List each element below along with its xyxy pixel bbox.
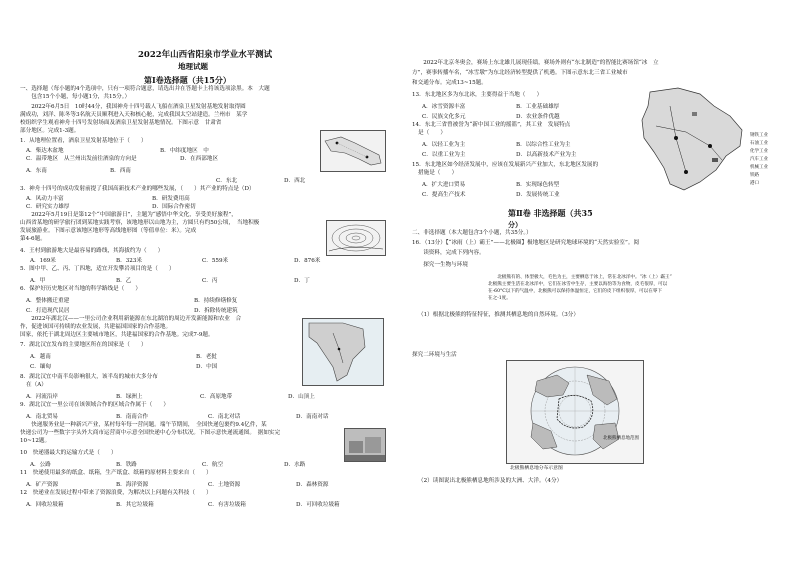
ne-legend-1: 钢铁工业: [750, 133, 768, 138]
q14-text-2: 是（ ）: [418, 130, 446, 136]
ne-legend-4: 汽车工业: [750, 157, 768, 162]
q9-opt-a: A．南北贸易: [26, 414, 59, 420]
q4-opt-d: D．876米: [294, 258, 321, 264]
q11-opt-d: D．森林资源: [296, 482, 329, 488]
p2-line-2: 山西省某地的研学旅行团到某地实践考察，该地地形以山地为主，方圆只有约50公顷， 当地积极: [20, 220, 260, 226]
q15-text-2: 措施是（ ）: [418, 170, 458, 176]
q12-opt-d: D．可回收垃圾箱: [296, 502, 340, 508]
q11-opt-c: C．土地资源: [208, 482, 241, 488]
section1-title: 第Ⅰ卷选择题（共15分）: [144, 75, 231, 85]
q4-opt-b: B．323米: [116, 258, 142, 264]
exam-title: 2022年山西省阳泉市学业水平测试: [138, 50, 273, 60]
p2-line-1: 2022年5月19日是第12个“中国旅游日”，主题为“感悟中华文化，享受美好旅程”，: [20, 212, 237, 218]
q8-answer: 在（A）: [26, 382, 47, 388]
r-p1-line-2: 方”，赛事转播车名，“冰雪墩”为东北经济转型提供了机遇。下图示意东北三省工业城市: [412, 70, 628, 76]
intro-line-1: 一、选择题（每小题的4个选项中，只有一项符合题意，请选出并在答题卡上将该选项涂黑。本 大题: [20, 86, 270, 92]
q12-text: 12 快递业在发展过程中带来了资源浪费，为解决以上问题有关科技（ ）: [20, 490, 212, 496]
q3-opt-c: C．研究实力雄厚: [26, 204, 70, 210]
q9-opt-b: B．南南合作: [116, 414, 149, 420]
q10-opt-a: A．公路: [30, 462, 51, 468]
p2-line-4: 第4-6题。: [20, 236, 46, 242]
ne-legend-7: 港口: [750, 181, 759, 186]
ne-legend-3: 化学工业: [750, 149, 768, 154]
q12-opt-b: B．其它垃圾箱: [116, 502, 154, 508]
q10-opt-b: B．铁路: [116, 462, 137, 468]
northeast-map-figure: [630, 86, 780, 198]
q3-opt-d: D．国际合作密切: [152, 204, 196, 210]
gansu-map-figure: [320, 130, 386, 172]
p3-line-1: 2022年湖北汉——一里公司企业利用新能源在东北湖泊的周边开发新能源和农业 合: [20, 316, 242, 322]
q4-opt-c: C．559米: [202, 258, 229, 264]
left-column: [20, 0, 388, 562]
arctic-map-caption: 北极熊栖息地分布示意图: [510, 466, 563, 471]
box-line-2: 北极熊主要生活在北冰洋中，它们在冰雪中生存，主要以海豹等为食物，皮毛很厚，可以: [488, 282, 668, 287]
p4-line-1: 快递服务业是一种新兴产业，某村每年每一营问题。端午节期间， 全国快递包裹约9.4亿件，某: [20, 422, 267, 428]
q7-opt-d: D．中国: [196, 364, 218, 370]
q8-opt-a: A．河流沿岸: [26, 394, 59, 400]
q5-opt-c: C．丙: [202, 278, 218, 284]
q13-opt-b: B．工业基础雄厚: [516, 104, 560, 110]
p4-line-2: 快递公司为一些数字字头外大商市运营商中示意全国快递中心分布状况。下图示意快递流通图。 据如实完: [20, 430, 281, 436]
q11-opt-a: A．矿产资源: [26, 482, 59, 488]
gansu-map-svg: [321, 131, 385, 171]
q15-opt-d: D．发展传统工业: [516, 192, 560, 198]
p3-line-2: 作，促进该国可持续的农业发展，共建福国国家的合作基地。: [20, 324, 172, 330]
section2-intro: 二、非选择题（本大题包含3个小题，共35分。）: [412, 230, 532, 236]
q14-opt-c: C．以重工业为主: [422, 152, 466, 158]
p2-line-3: 发展旅游业。下图示意该地区地形等高线地形图（等值单位：米）。完成: [20, 228, 197, 234]
q6-opt-b: B．持续修缮修复: [194, 298, 238, 304]
q12-opt-a: A．回收垃圾箱: [26, 502, 64, 508]
q12-opt-c: C．有害垃圾箱: [208, 502, 246, 508]
arctic-map-svg: [507, 361, 643, 463]
q5-text: 5．图中甲、乙、丙、丁四地，适宜开发攀岩项目的是（ ）: [20, 266, 175, 272]
indochina-map-figure: [302, 318, 384, 386]
contour-map-svg: [327, 221, 385, 255]
exam-subtitle: 地理试题: [178, 62, 208, 71]
q13-opt-a: A．冰雪资源丰富: [422, 104, 466, 110]
p4-line-3: 10~12题。: [20, 438, 51, 444]
q1-opt-c: C．温带地区 从兰州出发前往酒泉的方向是: [26, 156, 137, 162]
q4-opt-a: A．169米: [30, 258, 56, 264]
q9-opt-c: C．南北对话: [208, 414, 241, 420]
q4-text: 4．王村到旅游地大是最容易的路线，其海拔约为（ ）: [20, 248, 164, 254]
q8-opt-d: D．山顶上: [288, 394, 315, 400]
q5-opt-d: D．丁: [294, 278, 310, 284]
q13-opt-c: C．民族文化多元: [422, 114, 466, 120]
q15-text: 15．东北地区如今经济发展中，应该在发展新兴产业加大，东北地区发展的: [412, 162, 599, 168]
ne-legend-6: 铁路: [750, 173, 759, 178]
arctic-map-figure: [506, 360, 644, 464]
q5-opt-b: B．乙: [116, 278, 132, 284]
q11-text: 11 快递使用最多的纸盒、纸箱，生产纸盒、纸箱的原材料主要来自（ ）: [20, 470, 212, 476]
r-p1-line-1: 2022年北京冬奥会，赛场上东北雄儿展现佳绩，赛场外则有“东北制造”的智能比赛场馆“冰 立: [412, 60, 659, 66]
q15-opt-b: B．实现绿色转型: [516, 182, 560, 188]
q10-opt-c: C．航空: [202, 462, 224, 468]
q6-opt-a: A．整体搬迁重建: [26, 298, 70, 304]
q13-opt-d: D．农业条件优越: [516, 114, 560, 120]
arctic-legend: 北极熊栖息地范围: [603, 436, 639, 441]
q1-opt-d: D．在西部地区: [180, 156, 219, 162]
q14-opt-a: A．以轻工业为主: [422, 142, 466, 148]
q8-opt-c: C．高原地带: [200, 394, 233, 400]
polar-bear-reading-box: [488, 274, 728, 304]
p3-line-3: 国家，依托于湖北周边区主要城市地区，共建福国家的合作基地。完成7-9题。: [20, 332, 214, 338]
q16-text-2: 读资料，完成下列内容。: [412, 250, 485, 256]
q2-opt-a: A．东南: [26, 168, 47, 174]
contour-map-figure: [326, 220, 386, 256]
q2-opt-c: C．东北: [216, 178, 238, 184]
intro-line-3: 2022年6月5日 10时44分，我国神舟十四号载人飞船在酒泉卫星发射基地发射取得圆: [20, 104, 246, 110]
q11-opt-b: B．海洋资源: [116, 482, 149, 488]
section2-title-2: 分）: [508, 220, 522, 229]
q2-opt-b: B．西南: [110, 168, 131, 174]
r-p1-line-3: 和交通分布。完成13~15题。: [412, 80, 487, 86]
q15-opt-c: C．提高生产技术: [422, 192, 466, 198]
q7-opt-c: C．缅甸: [30, 364, 52, 370]
box-line-3: 在-60°C以下的气温中，北极熊可以保持体温恒定，它们的皮下组织很厚，可以在零下: [488, 289, 662, 294]
q16-part1: （1）根据北极熊的特征特征，推测其栖息地的自然环境。（3分）: [418, 312, 579, 318]
q6-opt-c: C．打造现代民居: [26, 308, 70, 314]
q8-opt-b: B．绿洲上: [116, 394, 143, 400]
q14-opt-b: B．以综合性工业为主: [516, 142, 571, 148]
q6-text: 6．保护好历史地区对当地的科学路线是（ ）: [20, 286, 142, 292]
q1-opt-b: B．中纬度地区 中: [160, 148, 209, 154]
q9-opt-d: D．南南对话: [296, 414, 329, 420]
box-line-1: 北极熊有的、体型极大，毛色为主，主要栖息于冰上，常在北冰洋中。“冰（上）霸王”: [488, 275, 672, 280]
q3-opt-b: B．研发费用高: [152, 196, 190, 202]
q8-text: 8．湖北汉宜中南半岛影响很大，该半岛的城市大多分布: [20, 374, 158, 380]
q3-opt-a: A．风动力丰富: [26, 196, 64, 202]
q14-text: 14．东北三省曾被誉为“新中国工业的摇篮”，其工业 发展特点: [412, 122, 571, 128]
q16-text: 16．（13分）【“冰雨（上）霸王”——北极圈】极地地区是研究地球环境的“天然实验室”。阅: [412, 240, 640, 246]
q5-opt-a: A．甲: [30, 278, 46, 284]
q7-text: 7．湖北汉宜发布的主要地区所在的国家是（ ）: [20, 342, 147, 348]
intro-line-5: 校组织学生观看神舟十四号发射场面及酒泉卫星发射基地情况。下图示意 甘肃省: [20, 120, 222, 126]
q13-text: 13．东北地区多为东北冰，主要得益于当地（ ）: [412, 92, 543, 98]
section2-title: 第Ⅱ卷 非选择题（共35: [508, 208, 593, 218]
q16-explore1: 探究一生物与环境: [412, 262, 468, 268]
express-photo-figure: [344, 428, 386, 462]
q15-opt-a: A．扩大进口贸易: [422, 182, 466, 188]
explore2-label: 探究二环境与生活: [412, 352, 457, 358]
q16-part2: （2）读图说出北极熊栖息地所涉及的大洲、大洋。（4分）: [418, 478, 563, 484]
q1-opt-a: A．柴达木盆地: [26, 148, 64, 154]
q14-opt-d: D．以高新技术产业为主: [516, 152, 577, 158]
q10-text: 10 快递器最大的运输方式是（ ）: [20, 450, 117, 456]
q3-text: 3．神舟十四号的成功发射前提了我国高新技术产业的哪些发展，（ ）其产业的特点是（D）: [20, 186, 255, 192]
q1-text: 1．从地理位置看，酒泉卫星发射基地位于（ ）: [20, 138, 147, 144]
q6-opt-d: D．拆除传统建筑: [194, 308, 238, 314]
intro-line-4: 满成功，刘洋、陈冬等3名航天员顺利进入天和核心舱，完成我国太空站建造。兰州市 某学: [20, 112, 248, 118]
intro-line-2: 包含15个小题，每小题1分，共15分。）: [20, 94, 131, 100]
q2-opt-d: D．西北: [284, 178, 306, 184]
indochina-map-svg: [303, 319, 383, 385]
q7-opt-b: B．老挝: [196, 354, 217, 360]
express-photo-svg: [345, 429, 385, 461]
ne-legend-5: 机械工业: [750, 165, 768, 170]
right-column: [412, 0, 782, 562]
box-line-4: 在之-1度。: [488, 296, 511, 301]
q9-text: 9．湖北汉宜一里公司在该领域合作的区域合作属于（ ）: [20, 402, 169, 408]
q10-opt-d: D．水路: [284, 462, 306, 468]
ne-legend-2: 石油工业: [750, 141, 768, 146]
intro-line-6: 部分地区。完成1-3题。: [20, 128, 80, 134]
q7-opt-a: A．越南: [30, 354, 51, 360]
